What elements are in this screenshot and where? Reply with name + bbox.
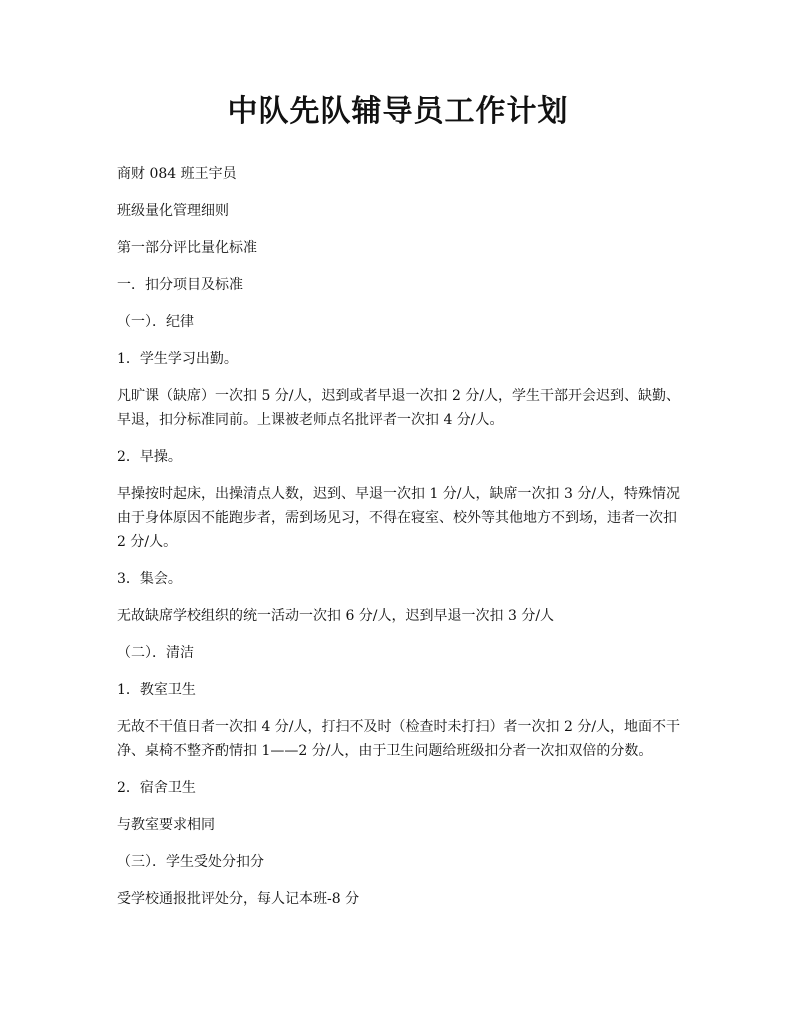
- discipline-heading: （一）．纪律: [117, 314, 194, 330]
- classroom-hygiene-heading: 1．教室卫生: [117, 682, 196, 698]
- dorm-hygiene-rule: 与教室要求相同: [117, 817, 215, 833]
- attendance-heading: 1．学生学习出勤。: [117, 351, 238, 367]
- dorm-hygiene-heading: 2．宿舍卫生: [117, 780, 196, 796]
- assembly-rule: 无故缺席学校组织的统一活动一次扣 6 分/人，迟到早退一次扣 3 分/人: [117, 608, 555, 624]
- punishment-rule: 受学校通报批评处分，每人记本班-8 分: [117, 891, 360, 907]
- classroom-hygiene-rule: 无故不干值日者一次扣 4 分/人，打扫不及时（检查时未打扫）者一次扣 2 分/人，地面不干净、桌椅不整齐酌情扣 1——2 分/人，由于卫生问题给班级扣分者一次扣双倍的分数。: [117, 719, 681, 759]
- section-heading: 第一部分评比量化标准: [117, 240, 257, 256]
- attendance-rule: 凡旷课（缺席）一次扣 5 分/人，迟到或者早退一次扣 2 分/人，学生干部开会迟到、缺勤、早退，扣分标准同前。上课被老师点名批评者一次扣 4 分/人。: [117, 388, 681, 428]
- morning-exercise-rule: 早操按时起床，出操清点人数，迟到、早退一次扣 1 分/人，缺席一次扣 3 分/人，特殊情况由于身体原因不能跑步者，需到场见习，不得在寝室、校外等其他地方不到场，违者一次扣 2 分/人。: [117, 486, 681, 550]
- assembly-heading: 3．集会。: [117, 571, 182, 587]
- cleanliness-heading: （二）．清洁: [117, 645, 194, 661]
- rules-heading: 班级量化管理细则: [117, 203, 229, 219]
- deduction-heading: 一．扣分项目及标准: [117, 277, 243, 293]
- document-title: 中队先队辅导员工作计划: [227, 94, 569, 129]
- punishment-heading: （三）．学生受处分扣分: [117, 854, 264, 870]
- class-author-line: 商财 084 班王宇员: [117, 166, 237, 182]
- morning-exercise-heading: 2．早操。: [117, 449, 182, 465]
